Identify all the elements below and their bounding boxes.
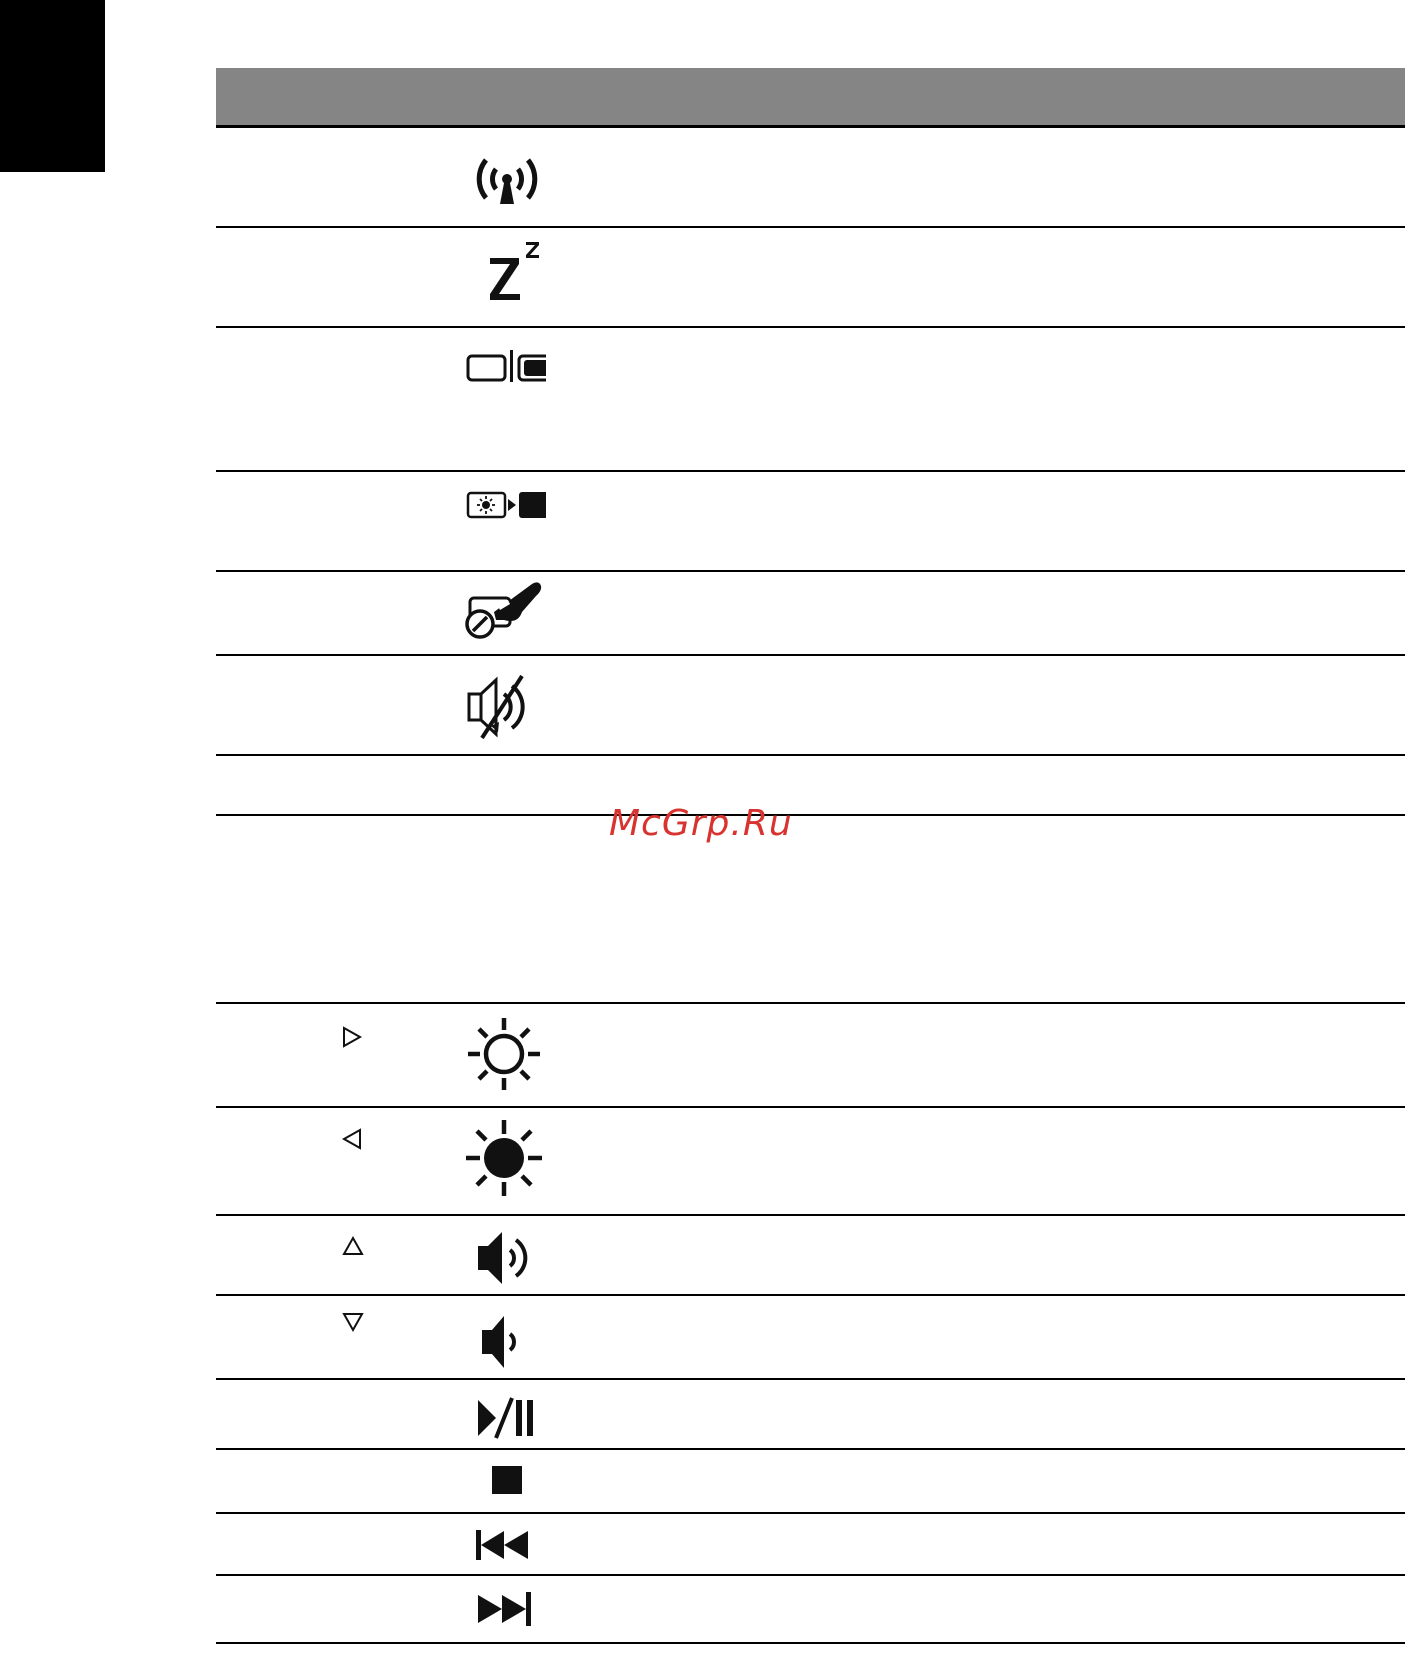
volume-up-icon bbox=[446, 1220, 546, 1300]
table-row bbox=[216, 1296, 1405, 1380]
touchpad-toggle-icon bbox=[446, 580, 546, 660]
volume-down-icon bbox=[446, 1302, 546, 1382]
table-row bbox=[216, 756, 1405, 816]
table-row bbox=[216, 572, 1405, 656]
brightness-down-icon bbox=[446, 1118, 546, 1198]
brightness-up-icon bbox=[446, 1014, 546, 1094]
watermark-text: McGrp.Ru bbox=[609, 803, 793, 844]
table-row bbox=[216, 472, 1405, 572]
table-row bbox=[216, 1450, 1405, 1514]
arrow-right-icon bbox=[338, 1022, 368, 1052]
wireless-icon bbox=[446, 142, 546, 222]
screen-blank-icon bbox=[446, 486, 546, 566]
table-row bbox=[216, 1576, 1405, 1644]
hotkey-table bbox=[216, 68, 1405, 1644]
table-row bbox=[216, 228, 1405, 328]
table-row bbox=[216, 816, 1405, 1004]
table-row bbox=[216, 656, 1405, 756]
table-row bbox=[216, 1216, 1405, 1296]
table-header bbox=[216, 68, 1405, 128]
table-row bbox=[216, 1380, 1405, 1450]
arrow-down-icon bbox=[338, 1306, 368, 1336]
language-tab bbox=[0, 0, 105, 172]
arrow-up-icon bbox=[338, 1232, 368, 1262]
arrow-left-icon bbox=[338, 1124, 368, 1154]
next-icon bbox=[446, 1590, 546, 1670]
table-row bbox=[216, 1514, 1405, 1576]
table-row bbox=[216, 1108, 1405, 1216]
table-row bbox=[216, 128, 1405, 228]
display-toggle-icon bbox=[446, 348, 546, 428]
speaker-toggle-icon bbox=[446, 668, 546, 748]
table-row bbox=[216, 1004, 1405, 1108]
table-row bbox=[216, 328, 1405, 472]
sleep-icon bbox=[446, 236, 546, 316]
